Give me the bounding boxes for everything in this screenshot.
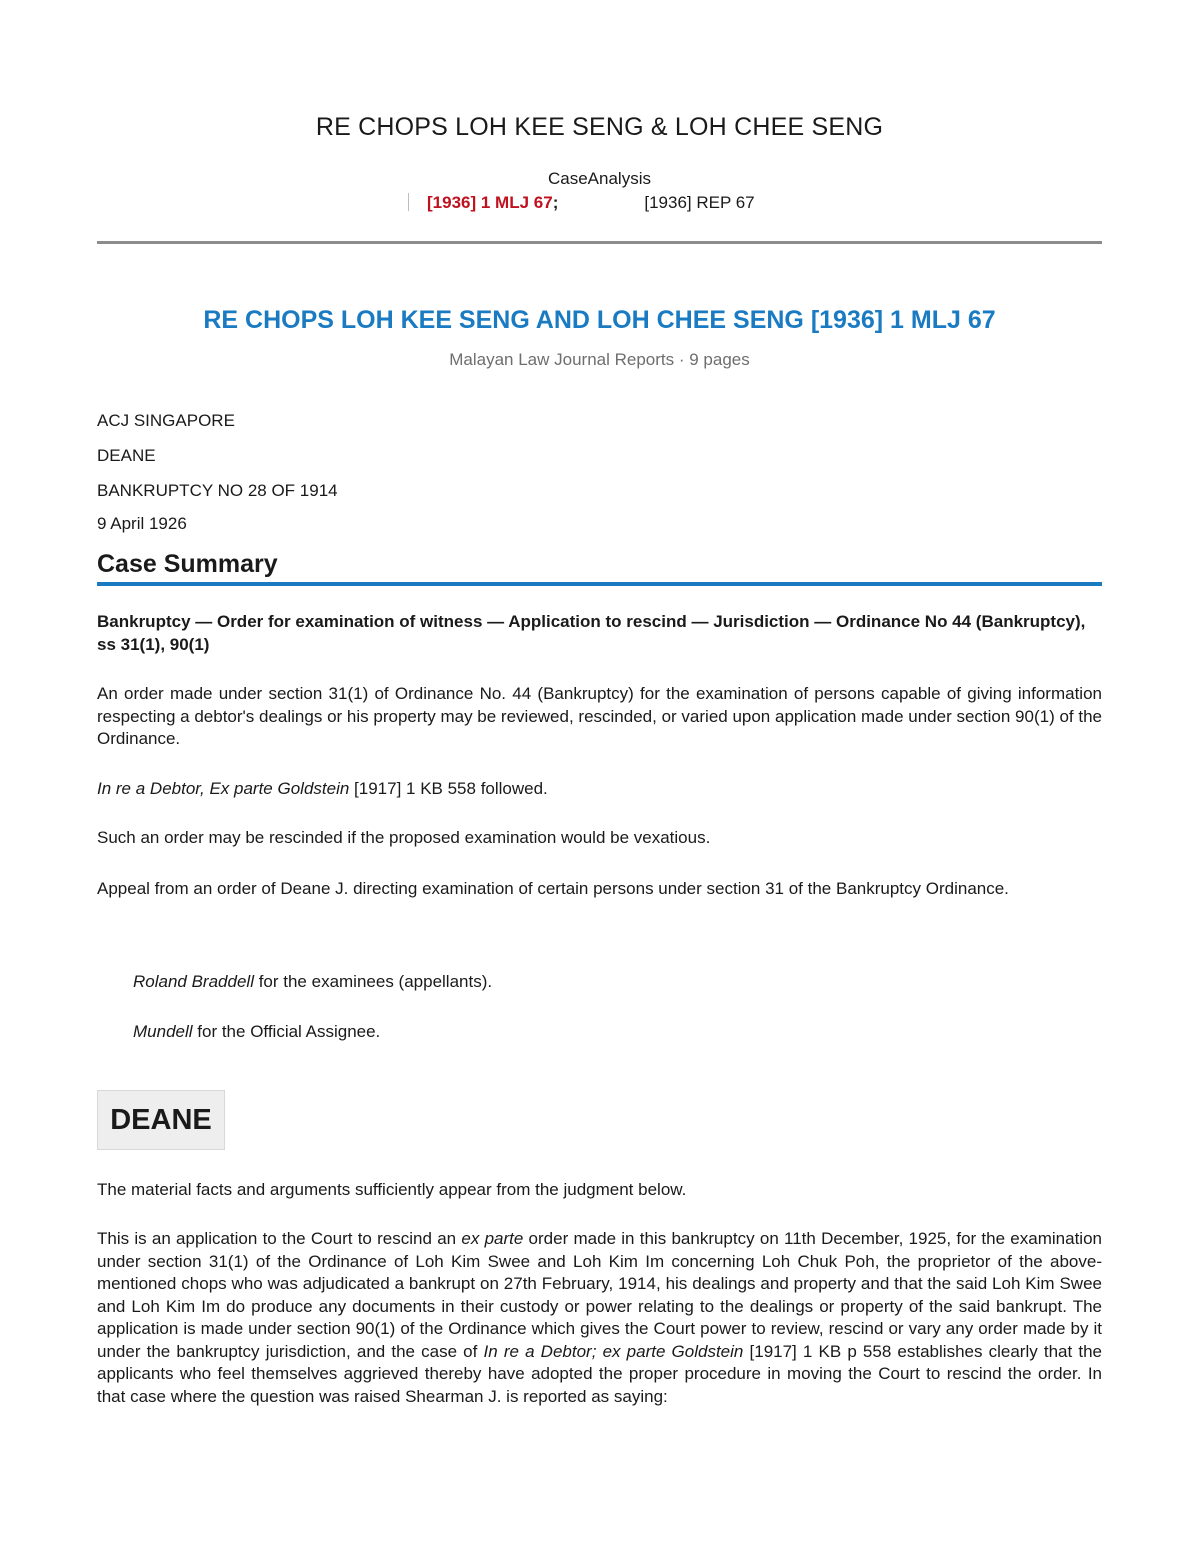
header-divider <box>97 241 1102 244</box>
case-number: BANKRUPTCY NO 28 OF 1914 <box>97 481 338 500</box>
judge: DEANE <box>97 446 156 465</box>
judgment-text: order made in this bankruptcy on 11th December, 1925, for the examination under section 31(1) of the Ordinance of Loh Kim Swee and Loh Kim Im concerning Loh Chuk Poh, the proprietor of the above-mentioned chops who was adjudicated a bankrupt on 27th February, 1914, his dealings and property and that the said Loh Kim Swee and Loh Kim Im do produce any documents in their custody or power relating to the dealings or property of the said bankrupt. The application is made under section 90(1) of the Ordinance which gives the Court power to review, rescind or vary any order made by it under the bankruptcy jurisdiction, and the case of <box>97 1229 1102 1361</box>
catchwords: Bankruptcy — Order for examination of witness — Application to rescind — Jurisdiction — Ordinance No 44 (Bankruptcy), ss 31(1), 90(1) <box>97 612 1086 654</box>
followed-case-citation: [1917] 1 KB 558 followed. <box>349 779 548 798</box>
counsel-name: Mundell <box>133 1022 193 1041</box>
judgment-text: This is an application to the Court to rescind an <box>97 1229 462 1248</box>
counsel-name: Roland Braddell <box>133 972 254 991</box>
document-title: RE CHOPS LOH KEE SENG & LOH CHEE SENG <box>315 113 884 141</box>
section-divider <box>97 582 1102 586</box>
followed-case-paragraph <box>97 778 1102 801</box>
citation-line <box>408 193 755 213</box>
case-title: RE CHOPS LOH KEE SENG AND LOH CHEE SENG [1936] 1 MLJ 67 <box>203 306 996 334</box>
judgment-intro: The material facts and arguments sufficiently appear from the judgment below. <box>97 1180 687 1199</box>
alternate-citation: [1936] REP 67 <box>644 193 755 212</box>
judgment-italic: ex parte <box>461 1229 524 1248</box>
decision-date: 9 April 1926 <box>97 514 187 533</box>
judgment-case-name: In re a Debtor; ex parte Goldstein <box>483 1341 744 1361</box>
judgment-text: [1917] 1 KB p 558 establishes clearly that the applicants who feel themselves aggrieved thereby have adopted the proper procedure in moving the Court to rescind the order. In that case where the question was raised Shearman J. is reported as saying: <box>97 1341 1103 1406</box>
counsel-line <box>133 972 492 992</box>
judge-heading: DEANE <box>97 1090 225 1150</box>
document-type: CaseAnalysis <box>548 169 651 188</box>
case-source: Malayan Law Journal Reports · 9 pages <box>449 350 750 369</box>
court: ACJ SINGAPORE <box>97 411 235 430</box>
counsel-role: for the examinees (appellants). <box>253 972 493 991</box>
rescind-paragraph: Such an order may be rescinded if the proposed examination would be vexatious. <box>97 828 711 847</box>
citation-separator: ; <box>552 193 559 212</box>
citation-divider <box>408 193 409 211</box>
holding-paragraph: An order made under section 31(1) of Ordinance No. 44 (Bankruptcy) for the examination of persons capable of giving information respecting a debtor's dealings or his property may be reviewed, rescinded, or varied upon application made under section 90(1) of the Ordinance. <box>97 684 1102 748</box>
followed-case-name: In re a Debtor, Ex parte Goldstein <box>97 779 350 798</box>
appeal-paragraph: Appeal from an order of Deane J. directing examination of certain persons under section 31 of the Bankruptcy Ordinance. <box>97 879 1009 898</box>
counsel-line <box>133 1022 380 1042</box>
counsel-role: for the Official Assignee. <box>192 1022 381 1041</box>
judgment-paragraph <box>97 1228 1102 1408</box>
section-heading: Case Summary <box>97 550 278 578</box>
primary-citation-link[interactable]: [1936] 1 MLJ 67 <box>427 193 553 212</box>
